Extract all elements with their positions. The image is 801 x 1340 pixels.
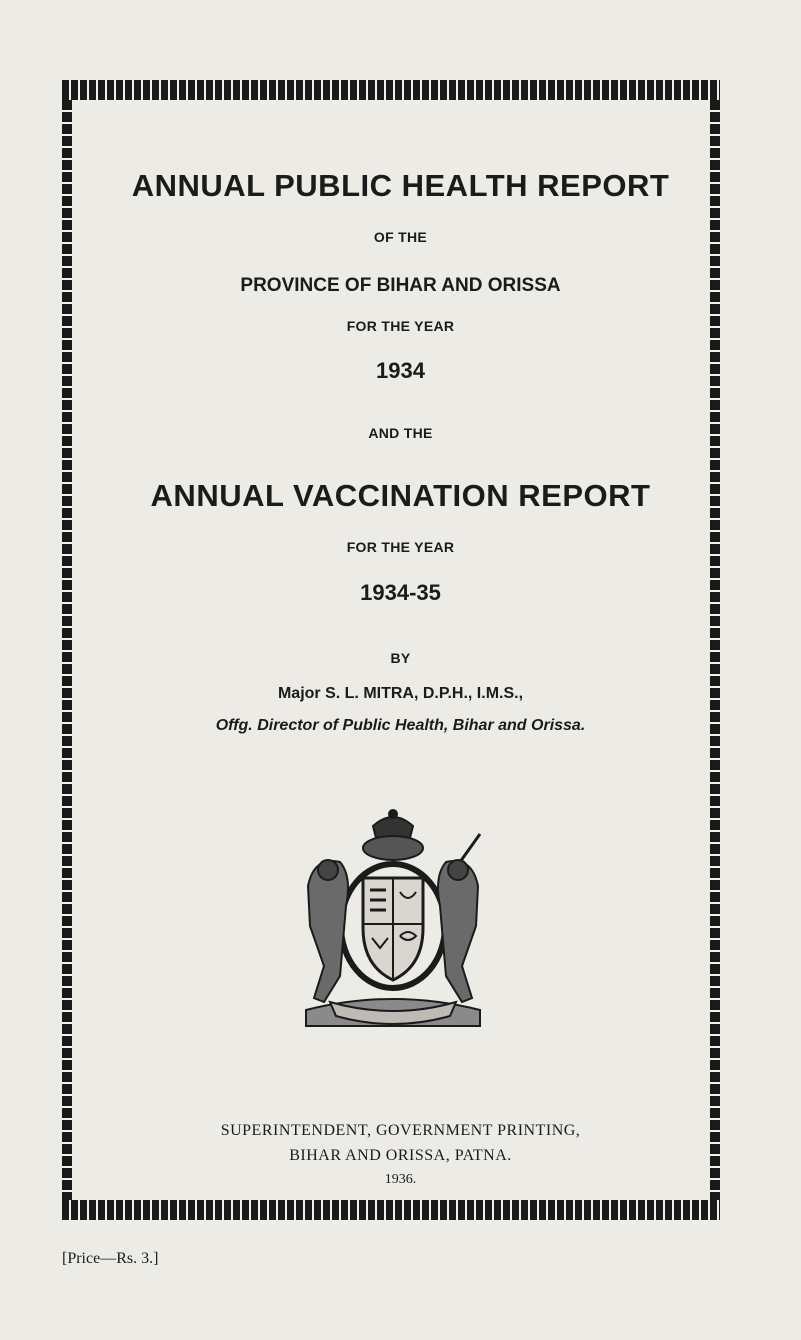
report-title-public-health: ANNUAL PUBLIC HEALTH REPORT: [131, 168, 670, 203]
author-designation: Offg. Director of Public Health, Bihar and Orissa.: [215, 717, 586, 734]
printer-line-2: BIHAR AND ORISSA, PATNA.: [289, 1147, 512, 1164]
and-the-label: AND THE: [368, 425, 433, 441]
report-title-vaccination: ANNUAL VACCINATION REPORT: [150, 478, 651, 513]
print-year: 1936.: [384, 1172, 417, 1187]
by-label: BY: [390, 650, 411, 666]
report-year-2: 1934-35: [360, 580, 441, 605]
of-the-label: OF THE: [373, 229, 428, 245]
printer-line-1: SUPERINTENDENT, GOVERNMENT PRINTING,: [220, 1122, 581, 1139]
price-label: [Price—Rs. 3.]: [62, 1250, 159, 1267]
author-name: Major S. L. MITRA, D.P.H., I.M.S.,: [277, 685, 524, 702]
royal-coat-of-arms-icon: [300, 806, 486, 1028]
for-the-year-label-1: FOR THE YEAR: [346, 318, 455, 334]
report-year-1: 1934: [376, 358, 425, 383]
for-the-year-label-2: FOR THE YEAR: [346, 539, 455, 555]
border-bottom: [62, 1200, 720, 1220]
province-name: PROVINCE OF BIHAR AND ORISSA: [240, 275, 561, 296]
border-top: [62, 80, 720, 100]
